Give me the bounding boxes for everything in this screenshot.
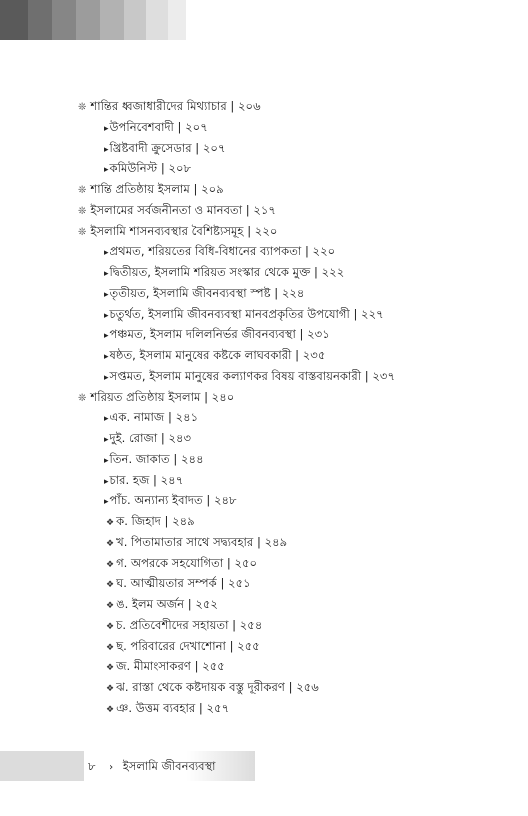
toc-entry (0, 138, 528, 159)
triangle-bullet-icon: ▸ (104, 476, 109, 487)
diamond-bullet-icon: ❖ (106, 580, 115, 591)
diamond-bullet-icon: ❖ (106, 559, 115, 570)
toc-entry (0, 200, 528, 221)
top-decorative-bar (0, 0, 186, 40)
triangle-bullet-icon: ▸ (104, 165, 109, 176)
diamond-bullet-icon: ❖ (106, 663, 115, 674)
toc-entry-text: দুই. রোজা | ২৪৩ (109, 431, 192, 445)
triangle-bullet-icon: ▸ (104, 497, 109, 508)
star-ornament-icon: ❊ (78, 392, 87, 404)
triangle-bullet-icon: ▸ (104, 435, 109, 445)
toc-entry (0, 470, 528, 491)
triangle-bullet-icon: ▸ (104, 269, 109, 279)
toc-entry (0, 615, 528, 636)
toc-entry-text: সপ্তমত, ইসলাম মানুষের কল্যাণকর বিষয় বাস্তবায়নকারী | ২৩৭ (109, 368, 395, 383)
toc-entry-text: ঘ. আত্মীয়তার সম্পর্ক | ২৫১ (116, 576, 251, 591)
star-ornament-icon: ❊ (78, 226, 87, 238)
toc-entry-text: দ্বিতীয়ত, ইসলামি শরিয়ত সংস্কার থেকে মুক্ত | ২২২ (109, 265, 345, 279)
top-bar-segment (168, 0, 186, 40)
toc-entry-text: খ. পিতামাতার সাথে সদ্ব্যবহার | ২৪৯ (116, 534, 288, 549)
toc-entry-text: চার. হজ | ২৪৭ (109, 472, 184, 487)
star-ornament-icon: ❊ (78, 102, 87, 113)
toc-entry-text: জ. মীমাংসাকরণ | ২৫৫ (116, 659, 225, 674)
toc-entry (0, 387, 528, 408)
toc-entry-text: পাঁচ. অন্যান্য ইবাদত | ২৪৮ (109, 493, 237, 508)
toc-entry (0, 573, 528, 594)
diamond-bullet-icon: ❖ (106, 684, 115, 694)
triangle-bullet-icon: ▸ (104, 310, 109, 321)
toc-entry (0, 158, 528, 179)
table-of-contents (0, 96, 528, 719)
toc-entry (0, 511, 528, 532)
toc-entry (0, 449, 528, 470)
toc-entry-text: শান্তির ধ্বজাধারীদের মিথ্যাচার | ২০৬ (90, 99, 261, 113)
toc-entry (0, 117, 528, 138)
toc-entry (0, 366, 528, 387)
triangle-bullet-icon: ▸ (104, 414, 109, 425)
toc-entry-text: উপনিবেশবাদী | ২০৭ (109, 119, 208, 134)
toc-entry-text: চতুর্থত, ইসলামি জীবনব্যবস্থা মানবপ্রকৃতির উপযোগী | ২২৭ (109, 306, 384, 321)
toc-entry-text: খ্রিষ্টবাদী ক্রুসেডার | ২০৭ (109, 140, 226, 155)
footer-notch (70, 751, 84, 781)
toc-entry-text: ছ. পরিবারের দেখাশোনা | ২৫৫ (116, 638, 260, 653)
toc-entry (0, 241, 528, 262)
triangle-bullet-icon: ▸ (104, 123, 109, 134)
toc-entry-text: ঙ. ইলম অর্জন | ২৫২ (116, 597, 218, 611)
toc-entry-text: শরিয়ত প্রতিষ্ঠায় ইসলাম | ২৪০ (90, 389, 235, 404)
toc-entry-text: গ. অপরকে সহযোগিতা | ২৫০ (116, 555, 258, 570)
book-title: ইসলামি জীবনব্যবস্থা (122, 759, 216, 773)
diamond-bullet-icon: ❖ (106, 704, 115, 715)
toc-entry-text: ক. জিহাদ | ২৪৯ (116, 514, 195, 528)
diamond-bullet-icon: ❖ (106, 601, 115, 611)
triangle-bullet-icon: ▸ (104, 352, 109, 362)
toc-entry-text: ঝ. রাস্তা থেকে কষ্টদায়ক বস্তু দূরীকরণ | ২৫৬ (116, 680, 319, 694)
triangle-bullet-icon: ▸ (104, 372, 109, 383)
toc-entry-text: শান্তি প্রতিষ্ঠায় ইসলাম | ২০৯ (90, 182, 224, 196)
top-bar-segment (52, 0, 76, 40)
toc-entry-text: ইসলামের সর্বজনীনতা ও মানবতা | ২১৭ (90, 202, 276, 217)
toc-entry-text: প্রথমত, শরিয়তের বিধি-বিধানের ব্যাপকতা | ২২০ (109, 244, 336, 259)
page-number: ৮ (88, 759, 96, 773)
toc-entry (0, 96, 528, 117)
toc-entry-text: চ. প্রতিবেশীদের সহায়তা | ২৫৪ (116, 617, 263, 632)
triangle-bullet-icon: ▸ (104, 455, 109, 466)
toc-entry (0, 553, 528, 574)
star-ornament-icon: ❊ (78, 185, 87, 196)
top-bar-segment (28, 0, 52, 40)
toc-entry (0, 345, 528, 366)
diamond-bullet-icon: ❖ (106, 642, 115, 653)
toc-entry (0, 698, 528, 719)
toc-entry-text: তৃতীয়ত, ইসলামি জীবনব্যবস্থা স্পষ্ট | ২২৪ (109, 285, 305, 300)
triangle-bullet-icon: ▸ (104, 144, 109, 155)
toc-entry (0, 221, 528, 242)
toc-entry-text: ঞ. উত্তম ব্যবহার | ২৫৭ (116, 700, 230, 715)
diamond-bullet-icon: ❖ (106, 538, 115, 549)
toc-entry-text: ষষ্ঠত, ইসলাম মানুষের কষ্টকে লাঘবকারী | ২৩৫ (109, 348, 326, 362)
toc-entry (0, 179, 528, 200)
toc-entry (0, 428, 528, 449)
toc-entry (0, 490, 528, 511)
toc-entry (0, 677, 528, 698)
toc-entry (0, 304, 528, 325)
toc-entry (0, 324, 528, 345)
top-bar-segment (76, 0, 100, 40)
diamond-bullet-icon: ❖ (106, 621, 115, 632)
toc-entry-text: ইসলামি শাসনব্যবস্থার বৈশিষ্ট্যসমূহ | ২২০ (90, 223, 278, 238)
toc-entry-text: তিন. জাকাত | ২৪৪ (109, 451, 204, 466)
separator-icon: › (109, 762, 114, 773)
top-bar-segment (124, 0, 146, 40)
toc-entry (0, 594, 528, 615)
toc-entry (0, 407, 528, 428)
triangle-bullet-icon: ▸ (104, 248, 109, 259)
diamond-bullet-icon: ❖ (106, 518, 115, 528)
toc-entry-text: পঞ্চমত, ইসলাম দলিলনির্ভর জীবনব্যবস্থা | ২৩১ (109, 327, 330, 342)
star-ornament-icon: ❊ (78, 205, 87, 217)
toc-entry (0, 262, 528, 283)
top-bar-segment (0, 0, 28, 40)
top-bar-segment (100, 0, 124, 40)
toc-entry (0, 283, 528, 304)
toc-entry-text: এক. নামাজ | ২৪১ (109, 410, 199, 425)
toc-entry-text: কমিউনিস্ট | ২০৮ (109, 161, 192, 176)
top-bar-segment (146, 0, 168, 40)
toc-entry (0, 656, 528, 677)
triangle-bullet-icon: ▸ (104, 331, 109, 342)
toc-entry (0, 636, 528, 657)
running-footer (88, 751, 216, 781)
triangle-bullet-icon: ▸ (104, 289, 109, 300)
toc-entry (0, 532, 528, 553)
